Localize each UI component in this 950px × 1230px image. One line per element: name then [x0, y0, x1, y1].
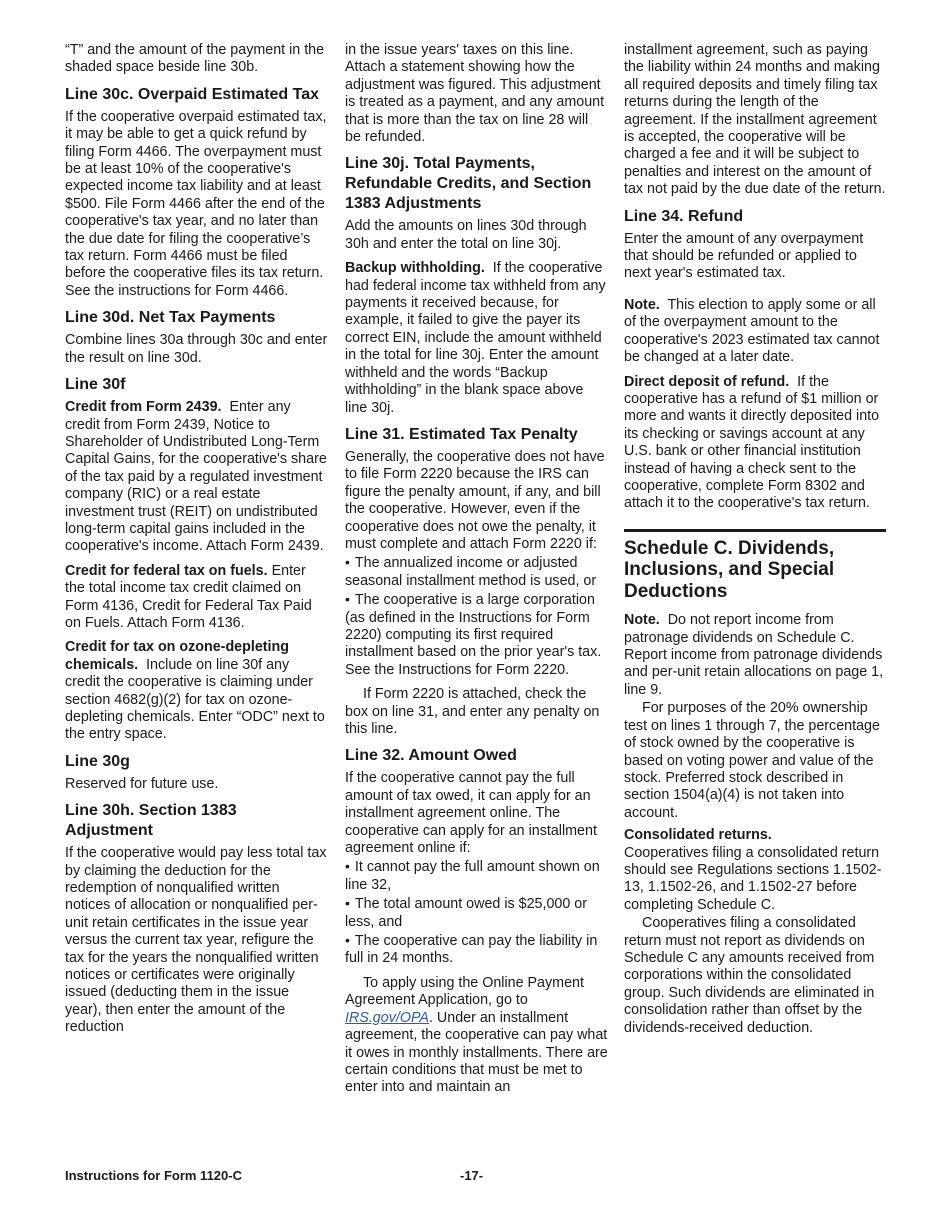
heading-line-30g: Line 30g	[65, 752, 130, 770]
paragraph	[345, 975, 608, 1097]
bullet-item	[345, 858, 608, 894]
paragraph: Enter the amount of any overpayment that should be refunded or applied to next year's estimated tax.	[624, 230, 864, 282]
irs-opa-link[interactable]: IRS.gov/OPA	[345, 1009, 429, 1026]
paragraph: “T” and the amount of the payment in the shaded space beside line 30b.	[65, 42, 325, 76]
paragraph: If the cooperative cannot pay the full amount of tax owed, it can apply for an installment agreement online. The cooperative can apply for an installment agreement online if:	[345, 770, 597, 857]
heading-line-31: Line 31. Estimated Tax Penalty	[345, 425, 578, 443]
paragraph-text: Enter the total income tax credit claimed on Form 4136, Credit for Federal Tax Paid on Fuels. Attach Form 4136.	[65, 562, 312, 631]
paragraph-text: . Under an installment agreement, the cooperative can pay what it owes in monthly installments. There are certain conditions that must be met to enter into and maintain an	[345, 1009, 608, 1096]
paragraph	[65, 399, 328, 556]
note-paragraph	[624, 297, 886, 367]
paragraph-text: To apply using the Online Payment Agreement Application, go to	[345, 974, 584, 1009]
heading-line-30f: Line 30f	[65, 376, 126, 394]
paragraph	[624, 374, 886, 513]
runin-heading: Direct deposit of refund.	[624, 373, 790, 390]
heading-line-30h: Line 30h. Section 1383 Adjustment	[65, 802, 237, 840]
paragraph	[624, 827, 886, 914]
bullet-icon: •	[345, 591, 350, 608]
paragraph: Add the amounts on lines 30d through 30h and enter the total on line 30j.	[345, 218, 587, 252]
bullet-icon: •	[345, 932, 350, 949]
footer-form-title: Instructions for Form 1120-C	[65, 1168, 242, 1183]
heading-line-32: Line 32. Amount Owed	[345, 747, 517, 765]
bullet-item	[345, 591, 608, 679]
note-paragraph	[624, 612, 886, 699]
schedule-c-title: Schedule C. Dividends, Inclusions, and Special Deductions	[624, 537, 835, 602]
paragraph	[65, 639, 328, 743]
paragraph-text: If the cooperative had federal income tax withheld from any payments it received because, for example, it failed to give the payer its correct EIN, include the amount withheld in the total for line 30j. Enter the amount withheld and the words “Backup withholding” in the blank space above line 30j.	[345, 260, 606, 416]
paragraph-text: Enter any credit from Form 2439, Notice to Shareholder of Undistributed Long-Term Capital Gains, for the cooperative's share of the tax paid by a regulated investment company (RIC) or a real estate investment trust (REIT) on undistributed long-term capital gains included in the cooperative's income. Attach Form 2439.	[65, 399, 327, 555]
runin-heading: Note.	[624, 612, 660, 629]
heading-line-34: Line 34. Refund	[624, 207, 744, 225]
bullet-icon: •	[345, 554, 350, 571]
column-left	[65, 42, 328, 1044]
paragraph-text: Include on line 30f any credit the cooperative is claiming under section 4682(g)(2) for tax on ozone-depleting chemicals. Enter “ODC” next to the entry space.	[65, 656, 325, 743]
paragraph: installment agreement, such as paying the liability within 24 months and making all required deposits and timely filing tax returns during the length of the agreement. If the installment agreement is accepted, the cooperative will be charged a fee and it will be subject to penalties and interest on the amount of tax not paid by the due date of the return.	[624, 42, 886, 198]
paragraph: If the cooperative would pay less total tax by claiming the deduction for the redemption of nonqualified written notices of allocation or nonqualified per-unit retain certificates in the issue year versus the current tax year, refigure the tax for the years the nonqualified written notices or certificates were originally issued (deducting them in the issue year), then enter the amount of the reduction	[65, 845, 327, 1036]
runin-heading: Credit for federal tax on fuels.	[65, 562, 268, 579]
bullet-icon: •	[345, 895, 350, 912]
paragraph	[345, 260, 608, 417]
bullet-item	[345, 932, 608, 968]
heading-line-30j: Line 30j. Total Payments, Refundable Credits, and Section 1383 Adjustments	[345, 155, 592, 213]
runin-heading: Note.	[624, 296, 660, 313]
bullet-item	[345, 554, 608, 590]
paragraph: If Form 2220 is attached, check the box on line 31, and enter any penalty on this line.	[345, 686, 600, 737]
paragraph: Combine lines 30a through 30c and enter the result on line 30d.	[65, 332, 328, 366]
runin-heading: Backup withholding.	[345, 260, 485, 277]
bullet-text: It cannot pay the full amount shown on line 32,	[345, 859, 600, 893]
column-middle	[345, 42, 608, 1102]
runin-heading: Credit for tax on ozone-depleting chemicals.	[65, 639, 289, 673]
schedule-c-section-header	[624, 529, 886, 603]
paragraph-text: If the cooperative has a refund of $1 million or more and wants it directly deposited into its checking or savings account at any U.S. bank or other financial institution instead of having a check sent to the cooperative, complete Form 8302 and attach it to the cooperative's tax return.	[624, 373, 880, 512]
paragraph-text: This election to apply some or all of the overpayment amount to the cooperative's 2023 estimated tax cannot be changed at a later date.	[624, 296, 880, 366]
paragraph: in the issue years' taxes on this line. Attach a statement showing how the adjustment was figured. This adjustment is treated as a payment, and any amount that is more than the tax on line 28 will be refunded.	[345, 42, 605, 146]
runin-heading: Credit from Form 2439.	[65, 399, 222, 416]
bullet-text: The annualized income or adjusted seasonal installment method is used, or	[345, 555, 597, 589]
bullet-text: The cooperative is a large corporation (as defined in the Instructions for Form 2220) computing its first required installment based on the prior year's tax. See the Instructions for Form 2220.	[345, 592, 602, 678]
heading-line-30c: Line 30c. Overpaid Estimated Tax	[65, 85, 320, 103]
runin-heading: Consolidated returns.	[624, 827, 772, 844]
paragraph: For purposes of the 20% ownership test on lines 1 through 7, the percentage of stock owned by the cooperative is based on voting power and value of the stock. Preferred stock described in section 1504(a)(4) is not taken into account.	[624, 700, 880, 821]
paragraph: Reserved for future use.	[65, 775, 219, 792]
bullet-text: The total amount owed is $25,000 or less, and	[345, 896, 587, 930]
paragraph: Generally, the cooperative does not have to file Form 2220 because the IRS can figure the penalty amount, if any, and bill the cooperative. However, even if the cooperative does not owe the penalty, it must complete and attach Form 2220 if:	[345, 448, 605, 552]
paragraph: Cooperatives filing a consolidated return must not report as dividends on Schedule C any amounts received from corporations within the consolidated group. Such dividends are eliminated in consolidation rather than offset by the dividends-received deduction.	[624, 915, 875, 1036]
column-right	[624, 42, 886, 1042]
paragraph: If the cooperative overpaid estimated tax, it may be able to get a quick refund by filing Form 4466. The overpayment must be at least 10% of the cooperative's expected income tax liability and at least $500. File Form 4466 after the end of the cooperative's tax year, and no later than the due date for filing the cooperative’s tax return. Form 4466 must be filed before the cooperative files its tax return. See the instructions for Form 4466.	[65, 108, 327, 299]
heading-line-30d: Line 30d. Net Tax Payments	[65, 309, 276, 327]
paragraph-text: Do not report income from patronage dividends on Schedule C. Report income from patronage dividends and per-unit retain allocations on page 1, line 9.	[624, 612, 884, 698]
paragraph-text: Cooperatives filing a consolidated return should see Regulations sections 1.1502-13, 1.1502-26, and 1.1502-27 before completing Schedule C.	[624, 844, 882, 913]
bullet-text: The cooperative can pay the liability in full in 24 months.	[345, 933, 598, 967]
bullet-icon: •	[345, 858, 350, 875]
bullet-item	[345, 895, 608, 931]
page-number: -17-	[460, 1168, 484, 1183]
paragraph	[65, 563, 328, 633]
